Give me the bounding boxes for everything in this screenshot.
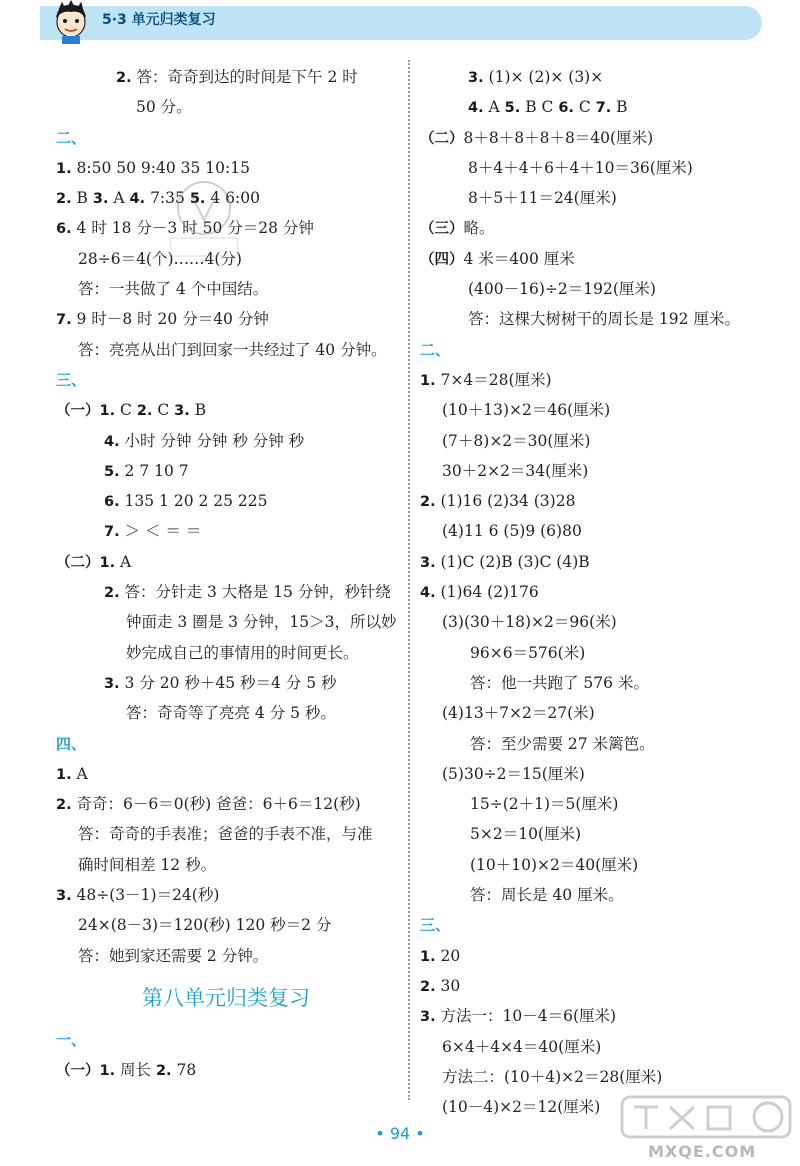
answer-line bbox=[56, 547, 396, 577]
answer-text: (3)(30＋18)×2＝96(米) bbox=[442, 613, 617, 632]
question-number: 3. bbox=[420, 554, 436, 571]
answer-text: C bbox=[152, 401, 175, 420]
question-number: 2. bbox=[116, 70, 132, 86]
question-number: 2. bbox=[155, 1063, 172, 1080]
answer-text: B bbox=[189, 401, 207, 420]
answer-text: (4)11 6 (5)9 (6)80 bbox=[442, 522, 582, 541]
question-number: 1. bbox=[56, 766, 72, 783]
answer-text: (4)13＋7×2＝27(米) bbox=[442, 704, 595, 723]
answer-text: 方法一：10－4＝6(厘米) bbox=[435, 1007, 617, 1026]
answer-text: 9 时－8 时 20 分＝40 分钟 bbox=[71, 310, 269, 329]
answer-text: 28÷6＝4(个)……4(分) bbox=[78, 249, 242, 268]
question-number: 6. bbox=[558, 100, 574, 117]
answer-line bbox=[56, 729, 396, 759]
answer-text: 135 1 20 2 25 225 bbox=[119, 492, 268, 511]
answer-text: (1)C (2)B (3)C (4)B bbox=[435, 552, 590, 571]
answer-line bbox=[56, 1025, 396, 1055]
question-number: 2. bbox=[104, 585, 120, 602]
answer-line bbox=[420, 395, 780, 425]
answer-line bbox=[56, 516, 396, 546]
section-heading: 三、 bbox=[420, 916, 451, 935]
question-number: 5. bbox=[104, 463, 120, 480]
answer-line bbox=[56, 335, 396, 365]
answer-text: 8:50 50 9:40 35 10:15 bbox=[71, 158, 250, 177]
question-number: 4. bbox=[104, 433, 120, 450]
answer-text: 48÷(3－1)＝24(秒) bbox=[71, 886, 220, 905]
answer-line bbox=[56, 910, 396, 940]
question-number: 7. bbox=[595, 100, 612, 117]
answer-text: 小时 分钟 分钟 秒 分钟 秒 bbox=[119, 431, 305, 450]
question-number: 1. bbox=[99, 554, 116, 571]
question-number: 1. bbox=[420, 948, 436, 965]
answer-text: 50 分。 bbox=[136, 98, 192, 117]
answer-text: 方法二：(10＋4)×2＝28(厘米) bbox=[442, 1067, 663, 1086]
page-number: • 94 • bbox=[375, 1124, 425, 1143]
answer-text: 答：他一共跑了 576 米。 bbox=[470, 673, 649, 692]
question-number: 3. bbox=[92, 191, 109, 208]
section-heading: 三、 bbox=[56, 370, 87, 389]
answer-text: 8＋5＋11＝24(厘米) bbox=[468, 189, 617, 208]
left-tail-answers bbox=[56, 1025, 396, 1086]
answer-line bbox=[420, 850, 780, 880]
answer-text: (400－16)÷2＝192(厘米) bbox=[468, 280, 656, 299]
right-answers bbox=[420, 62, 780, 1122]
answer-line bbox=[420, 668, 780, 698]
question-number: （二） bbox=[56, 554, 100, 571]
answer-text: 奇奇：6－6＝0(秒) 爸爸：6＋6＝12(秒) bbox=[71, 795, 361, 814]
answer-text: 96×6＝576(米) bbox=[470, 643, 586, 662]
answer-text: 4 6:00 bbox=[205, 189, 260, 208]
answer-line bbox=[56, 62, 396, 92]
question-number: 2. bbox=[56, 191, 72, 208]
answer-line bbox=[420, 456, 780, 486]
section-heading: 二、 bbox=[56, 128, 87, 147]
question-number: 3. bbox=[104, 675, 120, 692]
answer-line bbox=[420, 819, 780, 849]
answer-text: 确时间相差 12 秒。 bbox=[78, 855, 217, 874]
answer-line bbox=[56, 789, 396, 819]
answer-line bbox=[420, 153, 780, 183]
answer-text: 78 bbox=[171, 1061, 197, 1080]
section-heading: 一、 bbox=[56, 1030, 87, 1049]
answer-text: (7＋8)×2＝30(厘米) bbox=[442, 431, 591, 450]
answer-text: 6×4＋4×4＝40(厘米) bbox=[442, 1037, 602, 1056]
answer-text: 30＋2×2＝34(厘米) bbox=[442, 461, 589, 480]
answer-text: 20 bbox=[435, 946, 461, 965]
answer-text: 答：奇奇到达的时间是下午 2 时 bbox=[131, 68, 358, 86]
answer-line bbox=[56, 577, 396, 607]
answer-text: 答：奇奇等了亮亮 4 分 5 秒。 bbox=[126, 704, 336, 723]
answer-line bbox=[56, 759, 396, 789]
answer-text: 8＋4＋4＋6＋4＋10＝36(厘米) bbox=[468, 158, 693, 177]
question-number: 2. bbox=[420, 494, 436, 511]
answer-text: A bbox=[483, 98, 505, 117]
answer-line bbox=[56, 456, 396, 486]
question-number: 2. bbox=[136, 403, 153, 420]
question-number: 3. bbox=[56, 888, 72, 905]
answer-line bbox=[56, 668, 396, 698]
question-number: 1. bbox=[420, 372, 436, 389]
question-number: 1. bbox=[99, 403, 116, 420]
answer-text: 答：奇奇的手表准；爸爸的手表不准，与准 bbox=[78, 825, 373, 844]
answer-text: 答：一共做了 4 个中国结。 bbox=[78, 280, 269, 299]
answer-line bbox=[420, 516, 780, 546]
answer-line bbox=[420, 123, 780, 153]
answer-line bbox=[420, 638, 780, 668]
answer-text: 答：亮亮从出门到回家一共经过了 40 分钟。 bbox=[78, 340, 387, 359]
question-number: 6. bbox=[104, 494, 120, 511]
answer-line bbox=[420, 304, 780, 334]
answer-line bbox=[56, 304, 396, 334]
answer-text: 答：至少需要 27 米篱笆。 bbox=[470, 734, 655, 753]
answer-text: 4 时 18 分－3 时 50 分＝28 分钟 bbox=[71, 219, 314, 238]
answer-line bbox=[56, 426, 396, 456]
question-number: 4. bbox=[468, 100, 484, 117]
answer-line bbox=[420, 335, 780, 365]
answer-line bbox=[420, 698, 780, 728]
answer-line bbox=[420, 941, 780, 971]
answer-text: 答：这棵大树树干的周长是 192 厘米。 bbox=[468, 310, 740, 329]
mascot-icon bbox=[50, 0, 92, 44]
answer-line bbox=[420, 486, 780, 516]
question-number: （四） bbox=[420, 251, 464, 268]
answer-line bbox=[420, 1032, 780, 1062]
answer-text: (1)64 (2)176 bbox=[435, 583, 539, 602]
question-number: （一） bbox=[56, 403, 100, 420]
answer-text: (1)× (2)× (3)× bbox=[483, 68, 604, 86]
answer-text: 3 分 20 秒＋45 秒＝4 分 5 秒 bbox=[119, 673, 337, 692]
answer-text: C bbox=[573, 98, 596, 117]
answer-text: 答：她到家还需要 2 分钟。 bbox=[78, 946, 269, 965]
answer-line bbox=[420, 577, 780, 607]
answer-text: A bbox=[115, 552, 132, 571]
answer-line bbox=[56, 941, 396, 971]
answer-line bbox=[420, 910, 780, 940]
answer-line bbox=[420, 244, 780, 274]
question-number: （三） bbox=[420, 221, 464, 238]
answer-text: 周长 bbox=[115, 1061, 156, 1080]
answer-text: 24×(8－3)＝120(秒) 120 秒＝2 分 bbox=[78, 916, 332, 935]
answer-line bbox=[420, 213, 780, 243]
question-number: （二） bbox=[420, 130, 464, 147]
answer-text: 妙完成自己的事情用的时间更长。 bbox=[126, 643, 359, 662]
answer-line bbox=[420, 759, 780, 789]
answer-text: 7:35 bbox=[145, 189, 190, 208]
answer-text: A bbox=[108, 189, 130, 208]
question-number: 7. bbox=[56, 312, 72, 329]
answer-text: 答：分针走 3 大格是 15 分钟，秒针绕 bbox=[119, 583, 391, 602]
question-number: 5. bbox=[504, 100, 521, 117]
question-number: 1. bbox=[56, 160, 72, 177]
stamp-icon bbox=[156, 168, 252, 264]
answer-text: A bbox=[71, 764, 88, 783]
answer-text: (10＋13)×2＝46(厘米) bbox=[442, 401, 611, 420]
watermark-text: MXQE.COM bbox=[648, 1142, 757, 1161]
answer-text: 15÷(2＋1)＝5(厘米) bbox=[470, 795, 619, 814]
answer-line bbox=[56, 274, 396, 304]
question-number: （一） bbox=[56, 1063, 100, 1080]
answer-text: 8＋8＋8＋8＋8＝40(厘米) bbox=[463, 128, 654, 147]
section-heading: 二、 bbox=[420, 340, 451, 359]
answer-line bbox=[420, 426, 780, 456]
answer-text: 略。 bbox=[463, 219, 495, 238]
question-number: 5. bbox=[189, 191, 206, 208]
column-divider bbox=[408, 60, 410, 1100]
question-number: 4. bbox=[129, 191, 146, 208]
answer-text: (10－4)×2＝12(厘米) bbox=[442, 1098, 601, 1117]
header-title: 5·3 单元归类复习 bbox=[102, 12, 216, 28]
question-number: 2. bbox=[420, 978, 436, 995]
question-number: 2. bbox=[56, 797, 72, 814]
answer-line bbox=[420, 1001, 780, 1031]
answer-line bbox=[420, 1062, 780, 1092]
answer-line bbox=[420, 274, 780, 304]
answer-text: C bbox=[115, 401, 137, 420]
answer-text: 2 7 10 7 bbox=[119, 461, 189, 480]
answer-line bbox=[420, 971, 780, 1001]
answer-text: B bbox=[611, 98, 628, 117]
answer-line bbox=[420, 729, 780, 759]
answer-line bbox=[56, 123, 396, 153]
answer-line bbox=[420, 607, 780, 637]
question-number: 3. bbox=[174, 403, 190, 420]
answer-text: 答：周长是 40 厘米。 bbox=[470, 886, 624, 905]
answer-line bbox=[56, 1055, 396, 1085]
answer-text: (1)16 (2)34 (3)28 bbox=[435, 492, 576, 511]
answer-line bbox=[420, 92, 780, 122]
section-heading: 四、 bbox=[56, 734, 87, 753]
answer-text: 钟面走 3 圈是 3 分钟，15＞3，所以妙 bbox=[126, 613, 397, 632]
answer-line bbox=[56, 486, 396, 516]
answer-line bbox=[420, 789, 780, 819]
unit-title: 第八单元归类复习 bbox=[142, 985, 310, 1010]
answer-text: (10＋10)×2＝40(厘米) bbox=[470, 855, 639, 874]
answer-text: 5×2＝10(厘米) bbox=[470, 825, 582, 844]
question-number: 1. bbox=[99, 1063, 116, 1080]
answer-text: ＞ ＜ ＝ ＝ bbox=[119, 522, 202, 541]
answer-line bbox=[56, 92, 396, 122]
question-number: 7. bbox=[104, 524, 120, 541]
answer-line bbox=[420, 880, 780, 910]
answer-line bbox=[420, 183, 780, 213]
answer-line bbox=[56, 698, 396, 728]
answer-line bbox=[56, 395, 396, 425]
answer-text: (5)30÷2＝15(厘米) bbox=[442, 764, 585, 783]
question-number: 4. bbox=[420, 585, 436, 602]
right-column bbox=[420, 62, 780, 1122]
answer-text: 4 米＝400 厘米 bbox=[463, 249, 575, 268]
answer-line bbox=[56, 819, 396, 849]
answer-line bbox=[56, 638, 396, 668]
answer-line bbox=[420, 547, 780, 577]
question-number: 6. bbox=[56, 221, 72, 238]
question-number: 3. bbox=[420, 1009, 436, 1026]
answer-line bbox=[420, 365, 780, 395]
answer-text: B C bbox=[520, 98, 559, 117]
answer-text: 7×4＝28(厘米) bbox=[435, 370, 552, 389]
answer-line bbox=[56, 607, 396, 637]
answer-line bbox=[56, 365, 396, 395]
answer-line bbox=[56, 850, 396, 880]
answer-line bbox=[420, 62, 780, 92]
answer-line bbox=[56, 880, 396, 910]
answer-text: B bbox=[71, 189, 93, 208]
answer-text: 30 bbox=[435, 976, 461, 995]
question-number: 3. bbox=[468, 70, 484, 86]
